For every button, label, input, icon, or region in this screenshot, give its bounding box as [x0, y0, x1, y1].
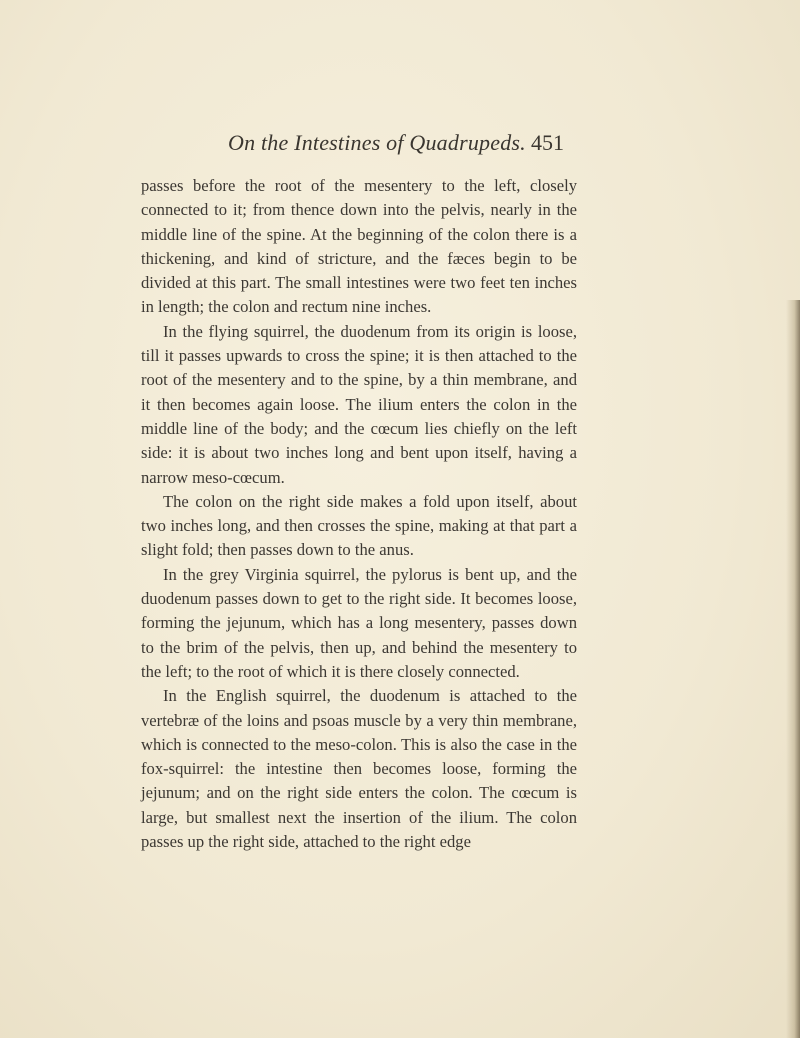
paragraph-5: In the English squirrel, the duodenum is attached to the vertebræ of the loins and psoas muscle by a very thin membrane, which is connected to the meso-colon. This is also the case in the fox-squirrel: the intestine then becomes loose, forming the jejunum; and on the right side enters the colon. The cœcum is large, but smallest next the insertion of the ilium. The colon passes up the right side, attached to the right edge: [141, 686, 577, 852]
paragraph-2: In the flying squirrel, the duodenum from its origin is loose, till it passes upwards to cross the spine; it is then attached to the root of the mesentery and to the spine, by a thin membrane, and it then becomes again loose. The ilium enters the colon in the middle line of the body; and the cœcum lies chiefly on the left side: it is about two inches long and bent upon itself, having a narrow meso-cœcum.: [141, 321, 577, 487]
page-number: 451: [531, 130, 564, 155]
running-title: On the Intestines of Quadrupeds.: [228, 130, 526, 155]
page-edge-shadow: [786, 300, 800, 1038]
paragraph-4: In the grey Virginia squirrel, the pylorus is bent up, and the duodenum passes down to get to the right side. It becomes loose, forming the jejunum, which has a long mesentery, passes down to the brim of the pelvis, then up, and behind the mesentery to the left; to the root of which it is there closely connected.: [141, 564, 577, 681]
paragraph-3: The colon on the right side makes a fold upon itself, about two inches long, and then crosses the spine, making at that part a slight fold; then passes down to the anus.: [141, 491, 577, 560]
running-head: [0, 130, 800, 170]
paragraph-1: passes before the root of the mesentery to the left, closely connected to it; from thence down into the pelvis, nearly in the middle line of the spine. At the beginning of the colon there is a thickening, and kind of stricture, and the fæces begin to be divided at this part. The small intestines were two feet ten inches in length; the colon and rectum nine inches.: [141, 176, 577, 317]
body-text: [141, 174, 577, 854]
